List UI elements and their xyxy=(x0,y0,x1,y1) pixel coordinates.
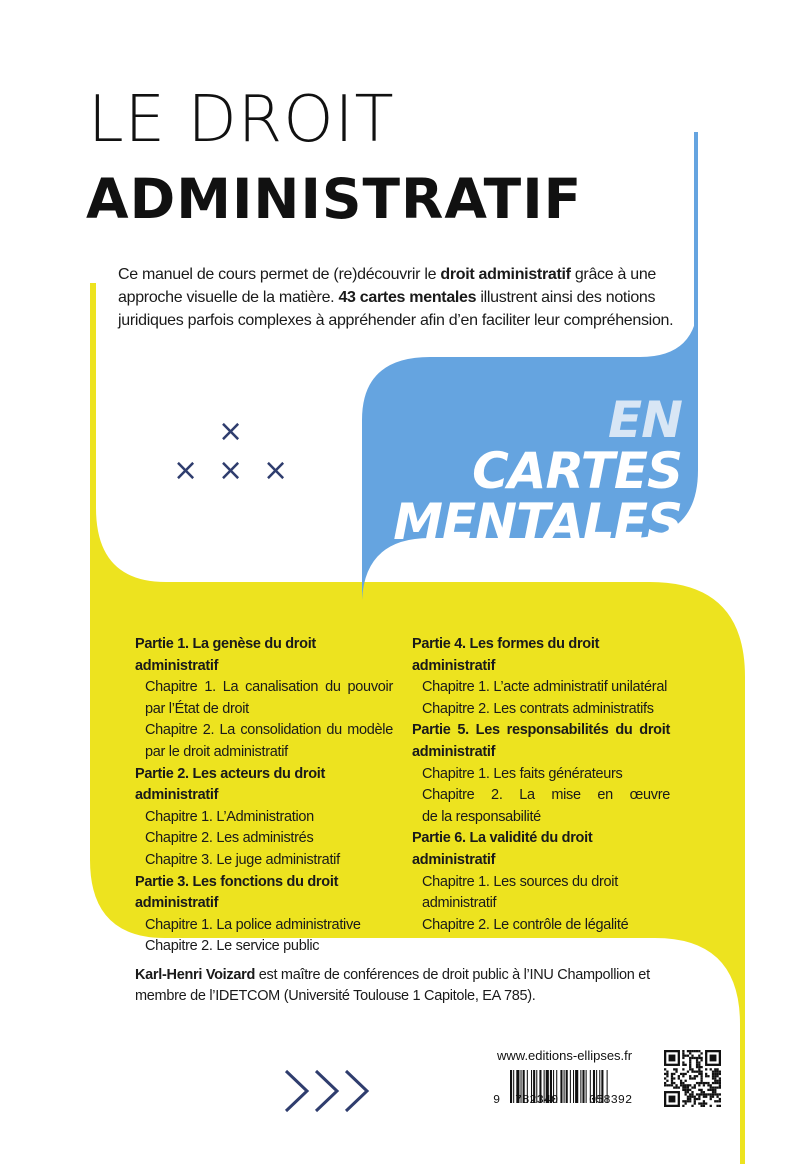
qr-module xyxy=(689,1093,691,1095)
qr-module xyxy=(675,1068,677,1070)
qr-module xyxy=(712,1077,714,1079)
qr-module xyxy=(698,1089,700,1091)
qr-module xyxy=(666,1073,668,1075)
qr-module xyxy=(698,1102,700,1104)
qr-module xyxy=(694,1077,696,1079)
qr-module xyxy=(691,1105,693,1107)
qr-module xyxy=(687,1089,689,1091)
qr-module xyxy=(698,1082,700,1084)
yellow-right-line xyxy=(740,938,745,1164)
qr-module xyxy=(682,1064,684,1066)
qr-module xyxy=(700,1080,702,1082)
isbn-group-2: 058392 xyxy=(589,1093,633,1107)
qr-module xyxy=(710,1089,712,1091)
qr-module xyxy=(698,1064,700,1066)
qr-module xyxy=(680,1080,682,1082)
toc-part-heading: Partie 3. Les fonctions du droit administratif xyxy=(135,873,339,912)
qr-module xyxy=(675,1071,677,1073)
qr-module xyxy=(685,1093,687,1095)
qr-module xyxy=(710,1084,712,1086)
qr-module xyxy=(691,1055,693,1057)
qr-module xyxy=(685,1055,687,1057)
qr-module xyxy=(705,1096,707,1098)
author-bio-text: est maître de conférences de droit public à l’INU Champollion et membre de l’IDETCOM (Université Toulouse 1 Capitole, EA 785). xyxy=(135,967,650,1004)
qr-module xyxy=(685,1084,687,1086)
qr-module xyxy=(671,1075,673,1077)
title-line-2: ADMINISTRATIF xyxy=(86,167,583,231)
qr-module xyxy=(694,1096,696,1098)
qr-module xyxy=(712,1096,714,1098)
qr-module xyxy=(700,1066,702,1068)
qr-module xyxy=(696,1050,698,1052)
qr-module xyxy=(694,1050,696,1052)
qr-module xyxy=(664,1077,666,1079)
qr-module xyxy=(719,1082,721,1084)
qr-module xyxy=(682,1089,684,1091)
toc-part-heading: administratif xyxy=(412,743,496,760)
qr-module xyxy=(689,1057,691,1059)
qr-module xyxy=(700,1057,702,1059)
qr-module xyxy=(712,1071,714,1073)
qr-module xyxy=(685,1089,687,1091)
cross-icon: × xyxy=(173,453,199,488)
qr-module xyxy=(694,1084,696,1086)
toc-chapter-item: Chapitre 2. Les administrés xyxy=(145,830,314,847)
qr-module xyxy=(673,1073,675,1075)
qr-module xyxy=(696,1064,698,1066)
qr-module xyxy=(696,1071,698,1073)
qr-module xyxy=(685,1086,687,1088)
qr-module xyxy=(691,1091,693,1093)
qr-module xyxy=(678,1086,680,1088)
qr-module xyxy=(664,1073,666,1075)
toc-part-heading: Partie 4. Les formes du droit administratif xyxy=(412,636,600,674)
toc-chapter-item: Chapitre 2. La consolidation du modèle xyxy=(145,722,393,739)
qr-module xyxy=(687,1050,689,1052)
qr-module xyxy=(703,1093,705,1095)
qr-module xyxy=(700,1052,702,1054)
qr-module xyxy=(719,1071,721,1073)
publisher-website: www.editions-ellipses.fr xyxy=(497,1048,633,1063)
qr-module xyxy=(703,1105,705,1107)
qr-module xyxy=(716,1071,718,1073)
qr-module xyxy=(714,1082,716,1084)
qr-module xyxy=(707,1089,709,1091)
qr-module xyxy=(682,1105,684,1107)
qr-module xyxy=(716,1100,718,1102)
qr-module xyxy=(691,1071,693,1073)
qr-module xyxy=(714,1089,716,1091)
qr-module xyxy=(685,1080,687,1082)
qr-module xyxy=(714,1075,716,1077)
qr-module xyxy=(714,1091,716,1093)
qr-module xyxy=(700,1089,702,1091)
toc-chapter-item: Chapitre 2. La mise en œuvre xyxy=(422,787,670,804)
qr-module xyxy=(682,1086,684,1088)
qr-module xyxy=(700,1105,702,1107)
qr-module xyxy=(716,1073,718,1075)
qr-module xyxy=(694,1057,696,1059)
qr-module xyxy=(719,1105,721,1107)
qr-module xyxy=(682,1100,684,1102)
toc-chapter-item: Chapitre 2. Le contrôle de légalité xyxy=(422,916,629,933)
qr-module xyxy=(689,1077,691,1079)
qr-module xyxy=(687,1071,689,1073)
qr-module xyxy=(687,1091,689,1093)
qr-module xyxy=(700,1075,702,1077)
qr-module xyxy=(705,1073,707,1075)
qr-module xyxy=(689,1084,691,1086)
toc-chapter-item: Chapitre 2. Le service public xyxy=(145,938,320,955)
qr-module xyxy=(696,1098,698,1100)
qr-module xyxy=(698,1068,700,1070)
qr-module xyxy=(712,1082,714,1084)
badge-line-2: MENTALES xyxy=(393,493,682,551)
qr-module xyxy=(685,1100,687,1102)
qr-module xyxy=(666,1084,668,1086)
qr-module xyxy=(696,1066,698,1068)
qr-module xyxy=(682,1061,684,1063)
qr-module xyxy=(710,1093,712,1095)
qr-module xyxy=(682,1073,684,1075)
qr-module xyxy=(685,1091,687,1093)
qr-module xyxy=(700,1073,702,1075)
toc-chapter-item: Chapitre 1. Les faits générateurs xyxy=(422,765,623,782)
toc-part-heading: Partie 1. La genèse du droit administratif xyxy=(135,636,316,674)
qr-module xyxy=(687,1096,689,1098)
qr-module xyxy=(705,1102,707,1104)
qr-module xyxy=(691,1096,693,1098)
qr-module xyxy=(685,1073,687,1075)
toc-chapter-item: Chapitre 1. L’acte administratif unilatéral xyxy=(422,679,668,696)
qr-module xyxy=(671,1080,673,1082)
intro-paragraph xyxy=(118,263,698,332)
qr-module xyxy=(700,1102,702,1104)
qr-module xyxy=(664,1068,666,1070)
qr-module xyxy=(712,1075,714,1077)
qr-module xyxy=(698,1071,700,1073)
qr-module xyxy=(716,1086,718,1088)
qr-module xyxy=(714,1071,716,1073)
qr-module xyxy=(714,1100,716,1102)
qr-module xyxy=(703,1102,705,1104)
qr-code-icon xyxy=(664,1050,721,1107)
qr-module xyxy=(698,1050,700,1052)
collection-badge xyxy=(392,391,682,551)
qr-module xyxy=(687,1084,689,1086)
qr-module xyxy=(719,1084,721,1086)
toc-chapter-item: Chapitre 1. La canalisation du pouvoir xyxy=(145,679,393,696)
intro-text-1: Ce manuel de cours permet de (re)découvrir le xyxy=(118,266,441,283)
qr-module xyxy=(698,1098,700,1100)
qr-module xyxy=(682,1084,684,1086)
qr-module xyxy=(685,1064,687,1066)
toc-chapter-item: Chapitre 3. Le juge administratif xyxy=(145,851,340,868)
qr-module xyxy=(712,1086,714,1088)
qr-module xyxy=(671,1077,673,1079)
qr-module xyxy=(694,1100,696,1102)
qr-module xyxy=(705,1093,707,1095)
qr-module xyxy=(716,1075,718,1077)
qr-module xyxy=(682,1068,684,1070)
qr-module xyxy=(678,1075,680,1077)
qr-module xyxy=(694,1102,696,1104)
qr-module xyxy=(698,1084,700,1086)
qr-module xyxy=(703,1082,705,1084)
qr-module xyxy=(698,1093,700,1095)
qr-module xyxy=(703,1091,705,1093)
qr-module xyxy=(673,1077,675,1079)
qr-module xyxy=(689,1064,691,1066)
qr-module xyxy=(716,1105,718,1107)
cross-icon: × xyxy=(218,414,244,449)
qr-module xyxy=(714,1086,716,1088)
qr-module xyxy=(698,1061,700,1063)
qr-module xyxy=(696,1082,698,1084)
qr-module xyxy=(691,1093,693,1095)
author-bio xyxy=(135,965,695,1007)
qr-module xyxy=(698,1055,700,1057)
qr-module xyxy=(694,1071,696,1073)
qr-module xyxy=(698,1057,700,1059)
toc-chapter-item: par le droit administratif xyxy=(145,743,288,760)
qr-module xyxy=(714,1073,716,1075)
isbn-group-1: 782340 xyxy=(515,1093,559,1107)
qr-module xyxy=(707,1082,709,1084)
toc-part-heading: Partie 2. Les acteurs du droit administratif xyxy=(135,765,326,804)
qr-module xyxy=(689,1066,691,1068)
cross-icon: × xyxy=(263,453,289,488)
qr-module xyxy=(689,1089,691,1091)
qr-module xyxy=(716,1082,718,1084)
qr-module xyxy=(705,1075,707,1077)
qr-module xyxy=(687,1100,689,1102)
qr-module xyxy=(712,1073,714,1075)
qr-module xyxy=(700,1071,702,1073)
qr-module xyxy=(714,1068,716,1070)
qr-module xyxy=(698,1066,700,1068)
toc-chapter-item: Chapitre 1. La police administrative xyxy=(145,916,361,933)
qr-module xyxy=(719,1093,721,1095)
qr-module xyxy=(694,1086,696,1088)
qr-module xyxy=(689,1075,691,1077)
qr-module xyxy=(707,1093,709,1095)
qr-module xyxy=(694,1075,696,1077)
qr-module xyxy=(689,1098,691,1100)
qr-module xyxy=(673,1068,675,1070)
qr-module xyxy=(666,1071,668,1073)
qr-module xyxy=(671,1082,673,1084)
qr-module xyxy=(691,1057,693,1059)
qr-module xyxy=(664,1084,666,1086)
qr-module xyxy=(696,1059,698,1061)
qr-module xyxy=(680,1073,682,1075)
isbn-number xyxy=(493,1093,653,1109)
qr-module xyxy=(691,1086,693,1088)
qr-module xyxy=(714,1080,716,1082)
qr-module xyxy=(710,1096,712,1098)
toc-left-column xyxy=(135,634,393,958)
qr-module xyxy=(680,1084,682,1086)
qr-module xyxy=(710,1068,712,1070)
qr-finder xyxy=(669,1096,676,1103)
qr-module xyxy=(712,1093,714,1095)
qr-module xyxy=(682,1082,684,1084)
qr-module xyxy=(710,1086,712,1088)
qr-module xyxy=(680,1082,682,1084)
toc-chapter-item: Chapitre 2. Les contrats administratifs xyxy=(422,700,654,717)
chevrons-icon xyxy=(283,1066,378,1116)
badge-en: EN xyxy=(607,391,682,449)
qr-module xyxy=(691,1050,693,1052)
qr-module xyxy=(689,1061,691,1063)
qr-module xyxy=(689,1096,691,1098)
qr-module xyxy=(689,1100,691,1102)
qr-module xyxy=(716,1093,718,1095)
qr-module xyxy=(714,1093,716,1095)
qr-module xyxy=(675,1084,677,1086)
qr-module xyxy=(700,1082,702,1084)
qr-module xyxy=(712,1089,714,1091)
qr-module xyxy=(687,1098,689,1100)
isbn-first: 9 xyxy=(493,1093,501,1107)
qr-module xyxy=(687,1086,689,1088)
intro-bold-2: 43 cartes mentales xyxy=(338,289,477,306)
qr-module xyxy=(712,1091,714,1093)
qr-module xyxy=(685,1102,687,1104)
qr-finder xyxy=(710,1055,717,1062)
qr-module xyxy=(707,1084,709,1086)
qr-module xyxy=(719,1073,721,1075)
qr-module xyxy=(682,1075,684,1077)
intro-text-3: illustrent ainsi des notions juridiques parfois complexes à appréhender afin d’en faciliter leur compréhension. xyxy=(118,289,674,329)
qr-module xyxy=(700,1093,702,1095)
qr-module xyxy=(696,1057,698,1059)
toc-right-column xyxy=(412,634,670,936)
badge-cartes: CARTES xyxy=(472,442,682,500)
qr-module xyxy=(705,1082,707,1084)
qr-module xyxy=(669,1084,671,1086)
qr-module xyxy=(719,1086,721,1088)
qr-module xyxy=(689,1052,691,1054)
qr-module xyxy=(682,1057,684,1059)
qr-module xyxy=(682,1055,684,1057)
qr-module xyxy=(673,1082,675,1084)
qr-module xyxy=(673,1086,675,1088)
qr-module xyxy=(696,1061,698,1063)
toc-chapter-item: par l’État de droit xyxy=(145,700,249,717)
qr-module xyxy=(698,1096,700,1098)
author-name: Karl-Henri Voizard xyxy=(135,967,256,983)
qr-module xyxy=(719,1098,721,1100)
qr-module xyxy=(719,1100,721,1102)
qr-module xyxy=(691,1068,693,1070)
qr-module xyxy=(700,1059,702,1061)
qr-module xyxy=(666,1075,668,1077)
qr-module xyxy=(703,1096,705,1098)
qr-module xyxy=(710,1098,712,1100)
qr-module xyxy=(714,1077,716,1079)
badge-line-1 xyxy=(392,391,682,500)
qr-module xyxy=(694,1098,696,1100)
qr-module xyxy=(691,1077,693,1079)
qr-module xyxy=(703,1084,705,1086)
qr-module xyxy=(675,1086,677,1088)
qr-module xyxy=(719,1080,721,1082)
toc-part-heading: Partie 5. Les responsabilités du droit xyxy=(412,722,670,739)
qr-module xyxy=(682,1050,684,1052)
qr-module xyxy=(716,1096,718,1098)
qr-module xyxy=(666,1080,668,1082)
qr-module xyxy=(671,1073,673,1075)
intro-text-2: grâce à une approche visuelle de la matière. xyxy=(118,266,657,306)
qr-module xyxy=(705,1068,707,1070)
qr-module xyxy=(719,1077,721,1079)
qr-module xyxy=(671,1084,673,1086)
qr-module xyxy=(689,1059,691,1061)
qr-module xyxy=(696,1093,698,1095)
qr-module xyxy=(716,1068,718,1070)
qr-module xyxy=(703,1100,705,1102)
qr-module xyxy=(689,1050,691,1052)
qr-module xyxy=(682,1052,684,1054)
toc-chapter-item: Chapitre 1. L’Administration xyxy=(145,808,314,825)
cross-icon: × xyxy=(218,453,244,488)
qr-module xyxy=(700,1077,702,1079)
qr-module xyxy=(678,1077,680,1079)
qr-module xyxy=(696,1075,698,1077)
qr-module xyxy=(700,1091,702,1093)
qr-module xyxy=(698,1073,700,1075)
qr-module xyxy=(689,1068,691,1070)
qr-finder xyxy=(669,1055,676,1062)
qr-module xyxy=(687,1055,689,1057)
toc-chapter-item: Chapitre 1. Les sources du droit administratif xyxy=(422,873,618,912)
toc-chapter-item: de la responsabilité xyxy=(422,808,541,825)
intro-bold-1: droit administratif xyxy=(440,266,571,283)
qr-module xyxy=(710,1105,712,1107)
qr-module xyxy=(716,1080,718,1082)
qr-module xyxy=(707,1075,709,1077)
toc-part-heading: Partie 6. La validité du droit administratif xyxy=(412,830,593,868)
title-line-1: LE DROIT xyxy=(88,83,395,157)
qr-module xyxy=(664,1082,666,1084)
